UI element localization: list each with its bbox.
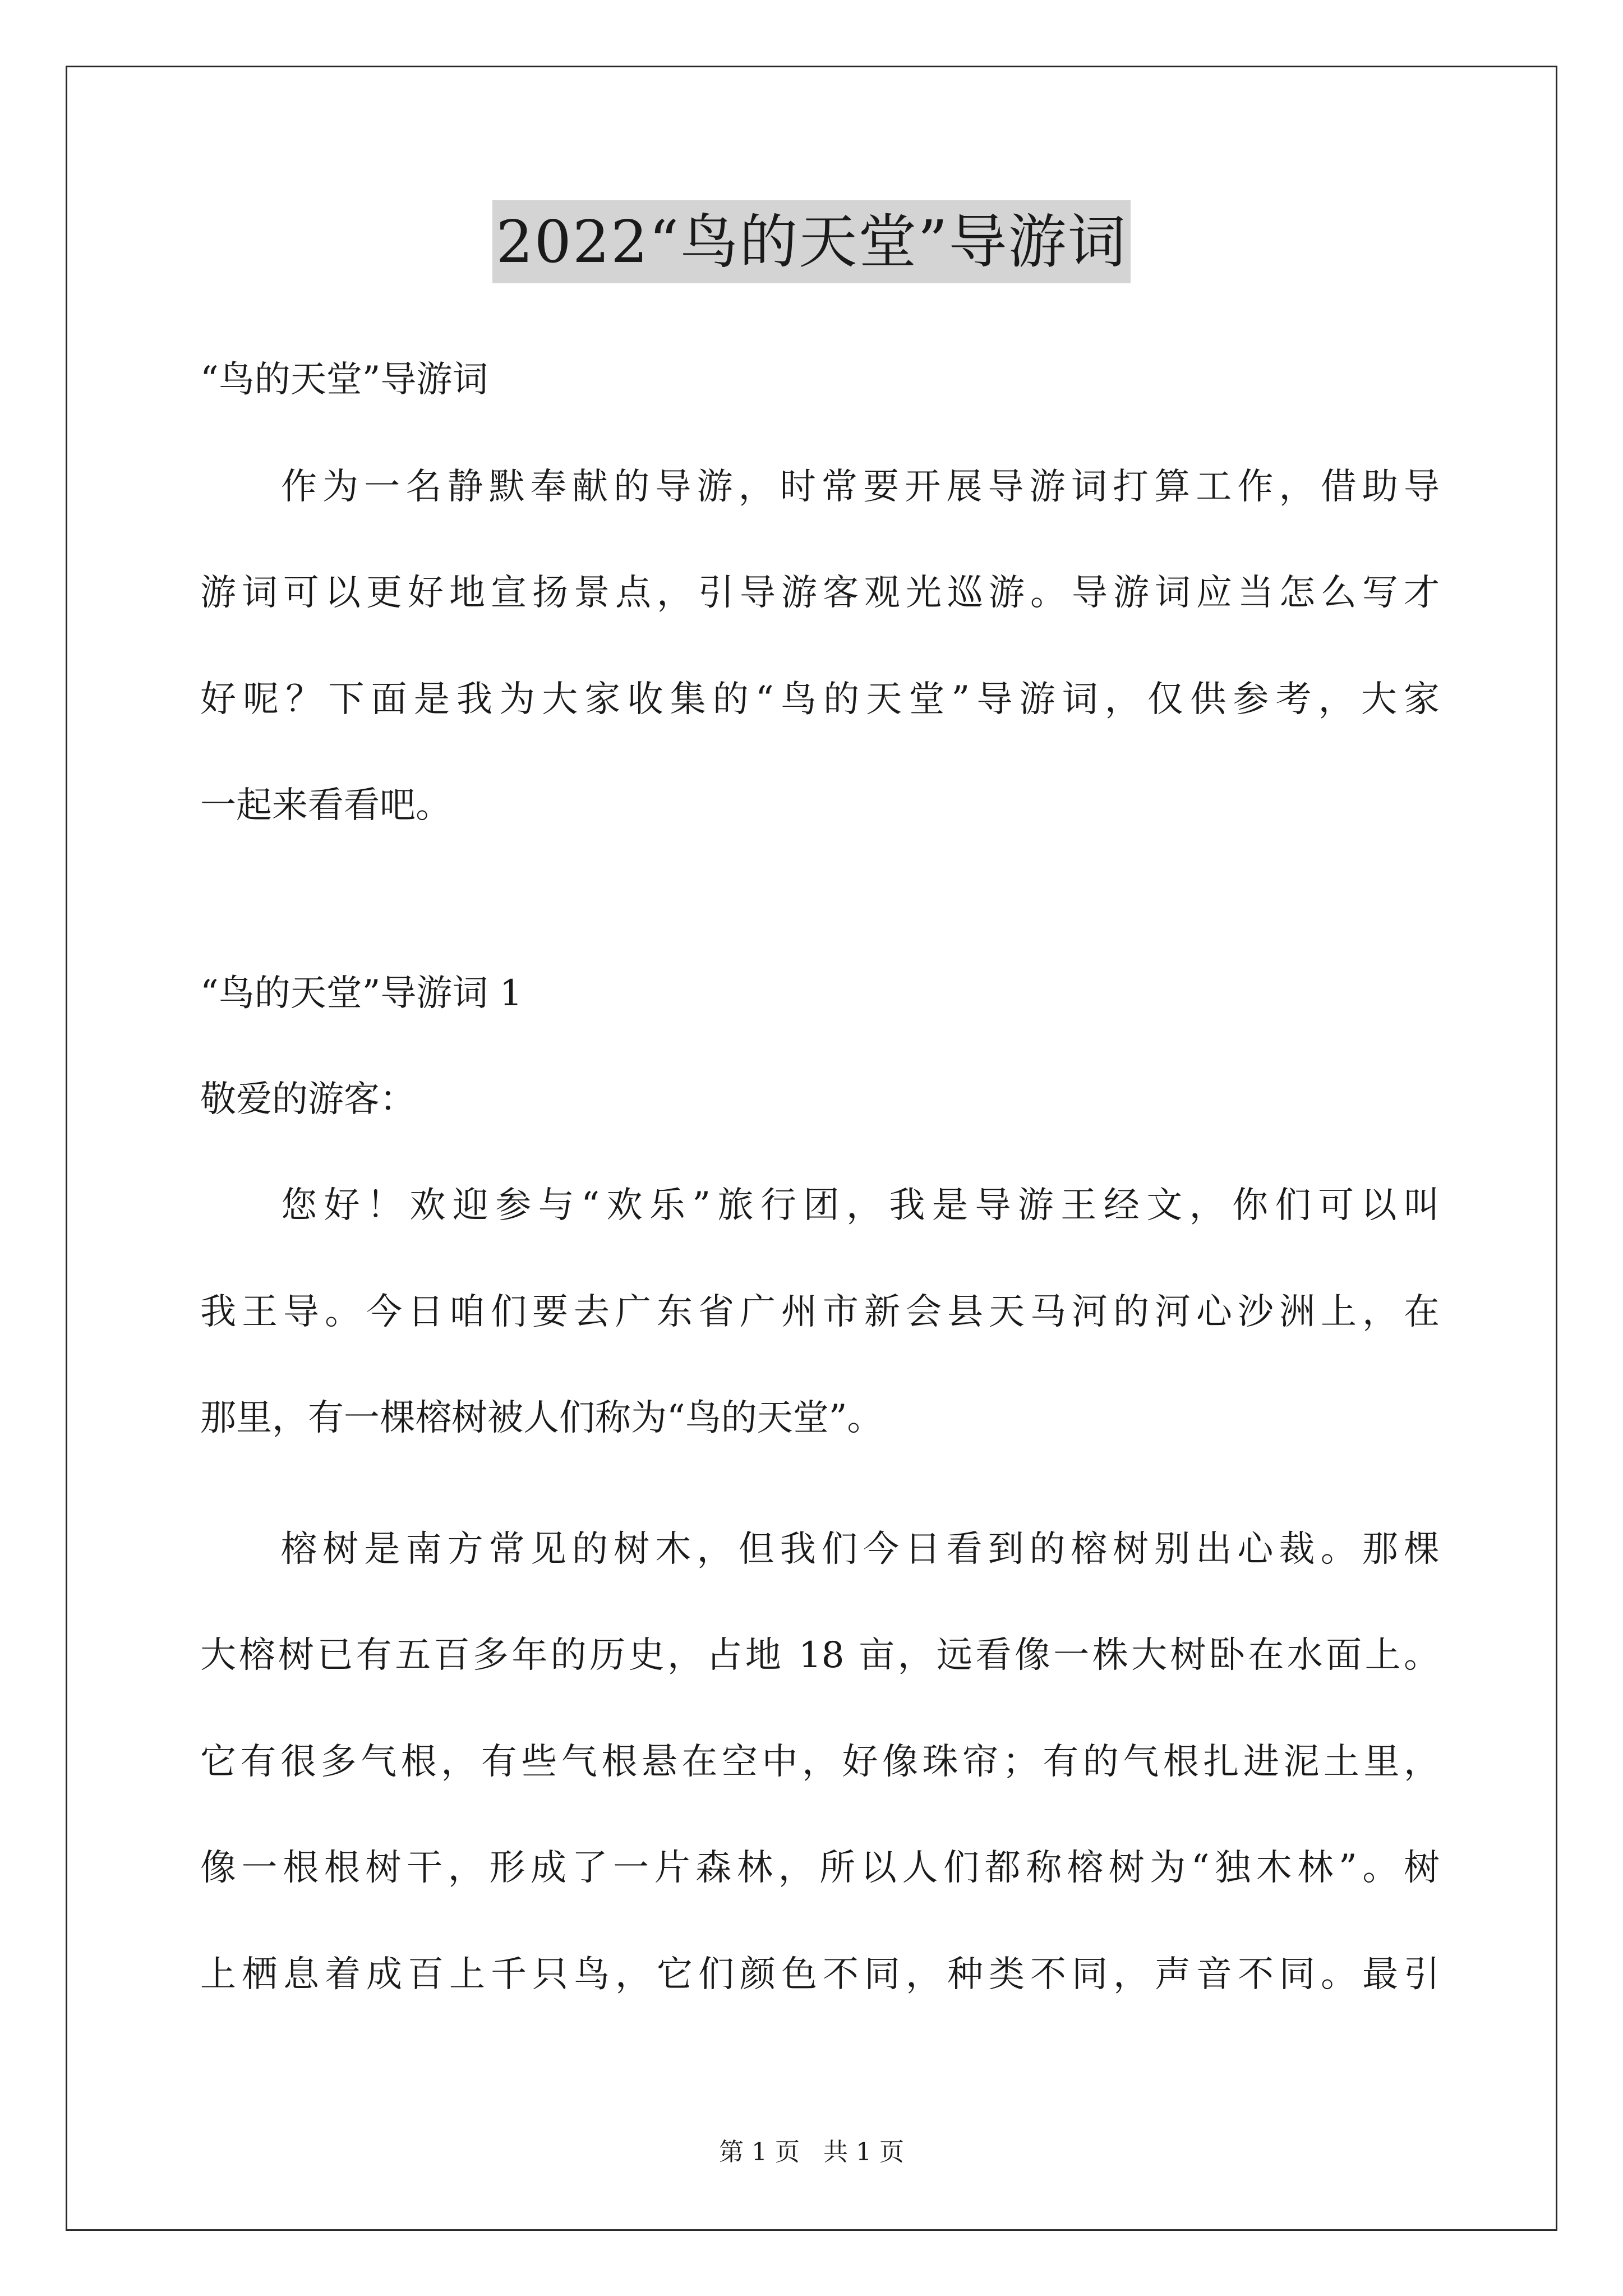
paragraph-line: 我王导。今日咱们要去广东省广州市新会县天马河的河心沙洲上，在 [200,1291,1440,1333]
paragraph-line: 大榕树已有五百多年的历史，占地 18 亩，远看像一株大树卧在水面上。 [200,1635,1440,1676]
paragraph-line: 它有很多气根，有些气根悬在空中，好像珠帘；有的气根扎进泥土里， [200,1741,1440,1783]
subtitle-line: “鸟的天堂”导游词 [200,359,488,401]
section-heading: “鸟的天堂”导游词 1 [200,973,523,1014]
page-footer: 第 1 页 共 1 页 [719,2138,904,2166]
paragraph-line: 那里，有一棵榕树被人们称为“鸟的天堂”。 [200,1397,883,1439]
document-title: 2022“鸟的天堂”导游词 [492,200,1130,283]
title-container [0,200,1623,283]
paragraph-line: 作为一名静默奉献的导游，时常要开展导游词打算工作，借助导 [281,466,1440,508]
paragraph-line: 榕树是南方常见的树木，但我们今日看到的榕树别出心裁。那棵 [281,1529,1440,1570]
paragraph-line: 上栖息着成百上千只鸟，它们颜色不同，种类不同，声音不同。最引 [200,1954,1440,1995]
paragraph-line: 像一根根树干，形成了一片森林，所以人们都称榕树为“独木林”。树 [200,1847,1440,1889]
paragraph-line: 您好！欢迎参与“欢乐”旅行团，我是导游王经文，你们可以叫 [281,1185,1440,1226]
greeting-line: 敬爱的游客： [200,1079,416,1120]
paragraph-line: 好呢？下面是我为大家收集的“鸟的天堂”导游词，仅供参考，大家 [200,679,1440,720]
paragraph-line: 游词可以更好地宣扬景点，引导游客观光巡游。导游词应当怎么写才 [200,572,1440,614]
paragraph-line: 一起来看看吧。 [200,785,451,826]
